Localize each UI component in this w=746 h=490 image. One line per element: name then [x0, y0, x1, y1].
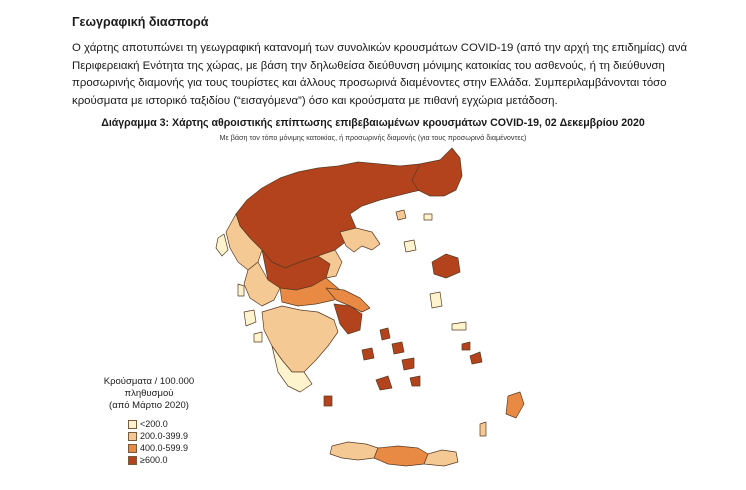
region-cyclades-d [376, 376, 392, 390]
map-subtitle: Με βάση τον τόπο μόνιμης κατοικίας, ή προσωρινής διαμονής (για τους προσωρινά διαμένοντες) [219, 133, 527, 142]
region-crete-central [374, 446, 428, 466]
legend-label: 400.0-599.9 [140, 443, 189, 453]
map-title: Διάγραμμα 3: Χάρτης αθροιστικής επίπτωσης επιβεβαιωμένων κρουσμάτων COVID-19, 02 Δεκεμβρίου 2020 [101, 117, 645, 129]
legend-item [128, 454, 244, 466]
region-kefalonia [244, 310, 256, 326]
legend-item [128, 418, 244, 430]
paragraph-line: κρούσματα με ιστορικό ταξιδίου (“εισαγόμενα”) όσο και κρούσματα με πιθανή εγχώρια μετάδοση. [72, 94, 558, 107]
region-karpathos [480, 422, 486, 436]
region-kalymnos [462, 342, 470, 350]
region-chalkidiki [340, 228, 380, 252]
region-thasos [396, 210, 406, 220]
region-crete-east [424, 450, 458, 466]
region-lesvos [432, 254, 460, 278]
legend-title-line1: Κρούσματα / 100.000 πληθυσμού [103, 376, 195, 399]
region-lefkada [238, 284, 244, 296]
section-heading: Γεωγραφική διασπορά [72, 15, 209, 29]
paragraph-line: Περιφερειακή Ενότητα της χώρας, με βάση την δηλωθείσα διεύθυνση μόνιμης κατοικίας του ασθενούς, ή τη διεύθυνση [72, 59, 665, 72]
region-cyclades-b [392, 342, 404, 354]
region-lemnos [404, 240, 416, 252]
legend-label: ≥600.0 [140, 455, 168, 465]
region-crete-west [330, 442, 378, 460]
paragraph-line: Ο χάρτης αποτυπώνει τη γεωγραφική κατανομή των συνολικών κρουσμάτων COVID-19 (από την αρχή της επιδημίας) ανά [72, 42, 688, 54]
region-peloponnese [262, 306, 338, 372]
region-zakynthos [254, 332, 262, 342]
region-thrace [412, 148, 462, 196]
region-cyclades-c [402, 358, 414, 370]
legend-swatch [128, 420, 137, 429]
region-cyclades-f [410, 376, 420, 386]
legend-swatch [128, 456, 137, 465]
region-kythera [324, 396, 332, 406]
region-cyclades-e [362, 348, 374, 360]
region-samos [452, 322, 466, 330]
legend-swatch [128, 444, 137, 453]
paragraph-line: προσωρινής διαμονής για τους τουρίστες και άλλους προσωρινά διαμένοντες στην Ελλάδα. Συμπεριλαμβάνονται τόσο [72, 77, 667, 90]
legend-item [128, 442, 244, 454]
region-samothraki [424, 214, 432, 220]
region-chios [430, 292, 442, 308]
map-legend [84, 376, 244, 466]
legend-title-line2: (από Μάρτιο 2020) [109, 400, 189, 411]
legend-label: 200.0-399.9 [140, 431, 189, 441]
legend-label: <200.0 [140, 419, 168, 429]
region-cyclades-a [380, 328, 390, 340]
region-kos [470, 352, 482, 364]
region-corfu [216, 234, 228, 256]
region-rhodes [506, 392, 524, 418]
legend-swatch [128, 432, 137, 441]
legend-item [128, 430, 244, 442]
